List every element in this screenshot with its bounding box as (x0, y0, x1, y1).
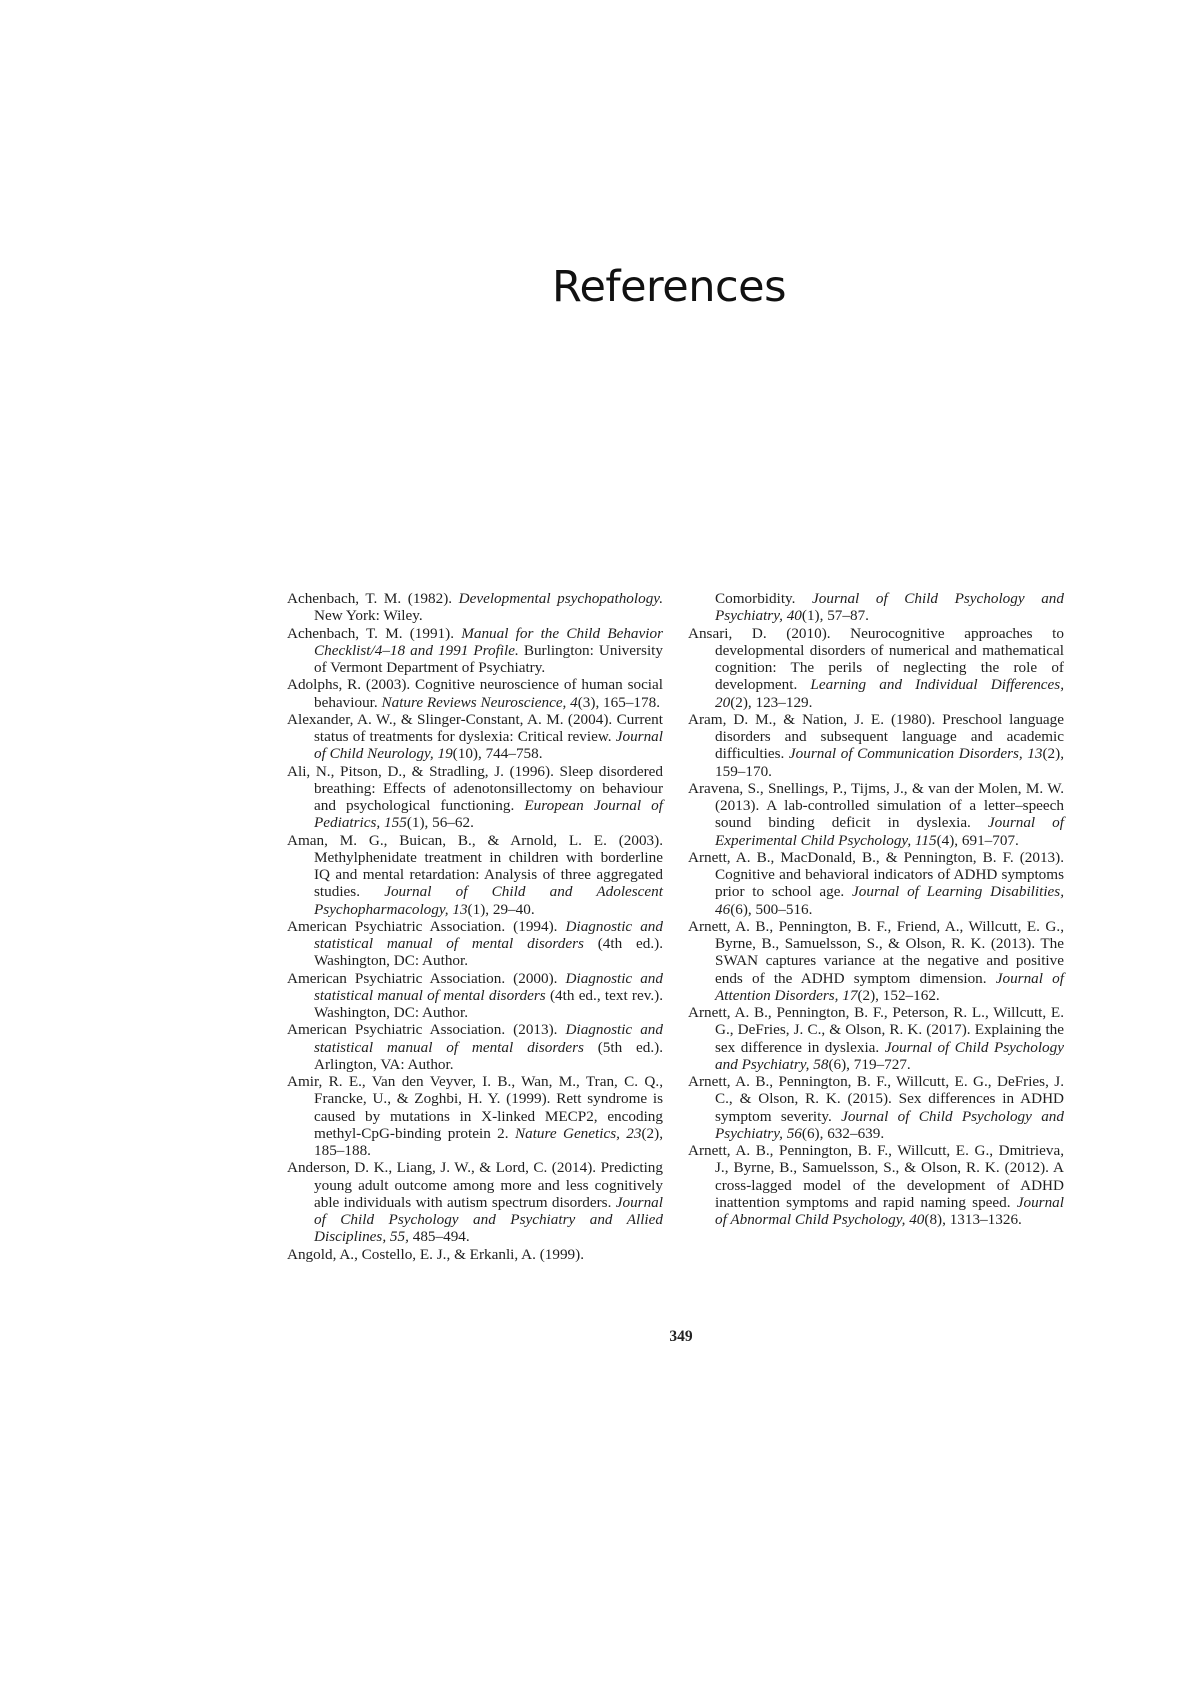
reference-source: Journal of Child and Adolescent Psychopharmacology, 13 (314, 883, 663, 918)
reference-text: Arnett, A. B., Pennington, B. F., Friend, A., Willcutt, E. G., Byrne, B., Samuelsson, S., & Olson, R. K. (2013). The SWAN captures variance at the negative and positive ends of the ADHD symptom dimension. (688, 917, 1064, 987)
reference-source: Journal of Child Psychology and Psychiatry, 40 (715, 590, 1064, 625)
reference-text: American Psychiatric Association. (2013). (287, 1021, 566, 1039)
reference-details: (8), 1313–1326. (924, 1211, 1022, 1228)
reference-entry (287, 1073, 663, 1159)
reference-text: Alexander, A. W., & Slinger-Constant, A. M. (2004). Current status of treatments for dyslexia: Critical review. (287, 710, 663, 745)
reference-text: Aram, D. M., & Nation, J. E. (1980). Preschool language disorders and subsequent language and academic difficulties. (688, 710, 1064, 763)
reference-continuation (688, 590, 1064, 625)
reference-entry (688, 1142, 1064, 1228)
reference-text: Anderson, D. K., Liang, J. W., & Lord, C. (2014). Predicting young adult outcome among more and less cognitively able individuals with autism spectrum disorders. (287, 1159, 663, 1211)
reference-details: (2), 159–170. (715, 745, 1064, 780)
reference-details: (6), 632–639. (801, 1124, 885, 1142)
reference-source: Journal of Learning Disabilities, 46 (715, 883, 1064, 918)
reference-source: Manual for the Child Behavior Checklist/4–18 and 1991 Profile. (314, 624, 663, 659)
reference-text: Arnett, A. B., Pennington, B. F., Willcutt, E. G., Dmitrieva, J., Byrne, B., Samuelsson, S., & Olson, R. K. (2012). A cross-lagged model of the development of ADHD inattention symptoms and rapid naming speed. (688, 1142, 1064, 1211)
reference-text: Achenbach, T. M. (1991). (287, 624, 462, 642)
reference-details: (2), 123–129. (730, 693, 813, 711)
reference-source: Journal of Child Psychology and Psychiatry, 58 (715, 1038, 1064, 1073)
reference-text: American Psychiatric Association. (2000). (287, 969, 566, 987)
reference-text: Ali, N., Pitson, D., & Stradling, J. (1996). Sleep disordered breathing: Effects of adenotonsillectomy on behaviour and psychological functioning. (287, 762, 663, 814)
reference-text: American Psychiatric Association. (1994). (287, 917, 566, 935)
reference-entry (688, 849, 1064, 918)
reference-entry (287, 763, 663, 832)
reference-source: Nature Genetics, 23 (514, 1124, 642, 1142)
reference-text: Ansari, D. (2010). Neurocognitive approaches to developmental disorders of numerical and mathematical cognition: The perils of neglecting the role of development. (688, 624, 1064, 694)
reference-text: Comorbidity. (715, 590, 813, 607)
reference-details: (4th ed.). Washington, DC: Author. (314, 935, 663, 970)
reference-text: Arnett, A. B., Pennington, B. F., Willcutt, E. G., DeFries, J. C., & Olson, R. K. (2015). Sex differences in ADHD symptom severity. (688, 1073, 1064, 1125)
reference-text: Achenbach, T. M. (1982). (287, 590, 459, 607)
reference-details: New York: Wiley. (314, 607, 423, 625)
reference-entry (287, 590, 663, 625)
reference-source: Diagnostic and statistical manual of mental disorders (314, 917, 663, 952)
reference-details: (5th ed.). Arlington, VA: Author. (314, 1038, 663, 1073)
reference-entry (287, 676, 663, 711)
reference-entry (287, 1159, 663, 1245)
reference-details: (2), 185–188. (314, 1124, 663, 1159)
reference-details: Burlington: University of Vermont Department of Psychiatry. (314, 641, 663, 676)
references-left-column (287, 590, 663, 1263)
reference-entry (688, 711, 1064, 780)
reference-text: Aravena, S., Snellings, P., Tijms, J., & van der Molen, M. W. (2013). A lab-controlled simulation of a letter–speech sound binding deficit in dyslexia. (688, 779, 1064, 832)
reference-details: (4), 691–707. (936, 831, 1019, 849)
reference-entry (287, 625, 663, 677)
reference-entry (688, 625, 1064, 711)
reference-entry (688, 918, 1064, 1004)
reference-details: (2), 152–162. (857, 986, 940, 1004)
reference-entry (688, 1073, 1064, 1142)
page-title: References (552, 262, 786, 312)
page-number: 349 (669, 1328, 693, 1345)
reference-source: Journal of Attention Disorders, 17 (715, 969, 1064, 1004)
reference-entry (287, 1021, 663, 1073)
reference-source: Diagnostic and statistical manual of mental disorders (314, 1021, 663, 1056)
reference-details: 485–494. (408, 1228, 470, 1246)
reference-source: European Journal of Pediatrics, 155 (314, 797, 663, 832)
reference-details: (6), 500–516. (730, 900, 813, 918)
reference-source: Developmental psychopathology. (458, 590, 663, 607)
reference-source: Journal of Child Psychology and Psychiatry, 56 (715, 1107, 1064, 1142)
reference-entry (287, 832, 663, 918)
reference-text: Arnett, A. B., MacDonald, B., & Pennington, B. F. (2013). Cognitive and behavioral indicators of ADHD symptoms prior to school age. (688, 848, 1064, 901)
reference-source: Journal of Communication Disorders, 13 (788, 745, 1043, 763)
reference-details: (1), 57–87. (801, 607, 869, 625)
reference-entry (287, 1246, 663, 1263)
reference-source: Journal of Child Neurology, 19 (314, 728, 663, 763)
reference-text: Arnett, A. B., Pennington, B. F., Peterson, R. L., Willcutt, E. G., DeFries, J. C., & Olson, R. K. (2017). Explaining the sex difference in dyslexia. (688, 1004, 1064, 1056)
reference-text: Amir, R. E., Van den Veyver, I. B., Wan, M., Tran, C. Q., Francke, U., & Zoghbi, H. Y. (1999). Rett syndrome is caused by mutations in X-linked MECP2, encoding methyl-CpG-binding protein 2. (287, 1073, 663, 1142)
reference-text: Angold, A., Costello, E. J., & Erkanli, A. (1999). (287, 1245, 584, 1263)
reference-details: (4th ed., text rev.). Washington, DC: Author. (314, 986, 663, 1021)
reference-source: Journal of Child Psychology and Psychiatry and Allied Disciplines, 55, (314, 1193, 663, 1246)
reference-source: Journal of Experimental Child Psychology, 115 (715, 814, 1064, 849)
reference-text: Aman, M. G., Buican, B., & Arnold, L. E. (2003). Methylphenidate treatment in children with borderline IQ and mental retardation: Analysis of three aggregated studies. (287, 831, 663, 901)
reference-entry (287, 918, 663, 970)
reference-text: Adolphs, R. (2003). Cognitive neuroscience of human social behaviour. (287, 676, 663, 711)
reference-source: Journal of Abnormal Child Psychology, 40 (715, 1193, 1064, 1228)
reference-details: (6), 719–727. (828, 1055, 911, 1073)
reference-details: (1), 29–40. (467, 900, 535, 918)
references-right-column (688, 590, 1064, 1228)
reference-source: Learning and Individual Differences, 20 (715, 676, 1065, 711)
reference-entry (688, 1004, 1064, 1073)
reference-entry (688, 780, 1064, 849)
reference-source: Diagnostic and statistical manual of mental disorders (314, 969, 663, 1004)
reference-entry (287, 970, 663, 1022)
reference-details: (3), 165–178. (577, 693, 661, 711)
reference-source: Nature Reviews Neuroscience, 4 (381, 693, 578, 711)
reference-details: (10), 744–758. (452, 745, 543, 763)
reference-details: (1), 56–62. (406, 814, 474, 832)
reference-entry (287, 711, 663, 763)
